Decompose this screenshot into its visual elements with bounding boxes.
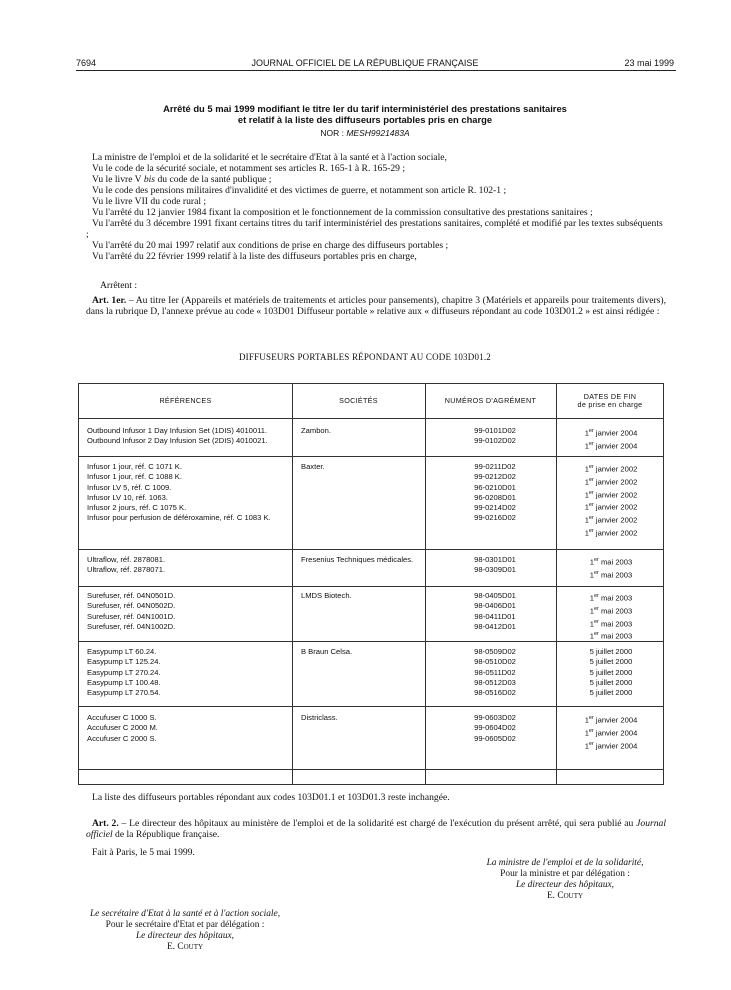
societe-name: Zambon. [301,426,331,435]
signature-right-name: E. Couty [546,891,584,901]
numeros-cell [434,462,556,524]
header-numeros: NUMÉROS D'AGRÉMENT [444,396,537,405]
date-fin: 1er janvier 2002 [584,528,638,538]
date-fin: 1er janvier 2004 [584,740,638,751]
preamble-line: Vu l'arrêté du 3 décembre 1991 fixant certains titres du tarif interministériel des prestations sanitaires, complété et modifié par les textes subséquents ; [86,218,663,240]
date-fin: 5 juillet 2000 [589,677,633,687]
societe-cell [301,462,325,472]
after-table [86,792,666,803]
fait-a-paris [86,847,666,858]
header-references: RÉFÉRENCES [159,396,212,405]
date-fin: 1er janvier 2002 [584,464,638,474]
date-fin: 1er janvier 2002 [584,515,638,525]
article-1 [86,295,666,317]
reference-text: Ultraflow, réf. 2878081. [87,555,166,564]
societe-cell [301,591,352,601]
references-cell [87,426,268,447]
date-fin: 5 juillet 2000 [589,657,633,667]
numero-agrement: 99-0212D02 [474,472,516,482]
numero-agrement: 98-0511D02 [474,667,516,677]
societe-name: Districlass. [301,713,338,722]
numero-agrement: 99-0214D02 [474,503,516,513]
reference-text: Surefuser, réf. 04N0501D. [87,591,176,600]
date-fin: 1er mai 2003 [589,593,633,603]
page-number: 7694 [76,58,97,68]
after-table-text: La liste des diffuseurs portables répondant aux codes 103D01.1 et 103D01.3 reste inchangée. [92,792,450,803]
article-2 [86,818,666,840]
preamble-line: Vu l'arrêté du 12 janvier 1984 fixant la composition et le fonctionnement de la commission consultative des prestations sanitaires ; [92,207,593,218]
reference-text: Easypump LT 60.24. [87,647,157,656]
dates-cell [557,713,665,751]
numero-agrement: 98-0512D03 [474,677,516,687]
arretent [86,280,666,291]
signature-left-line1: Le secrétaire d'Etat à la santé et à l'action sociale, [89,909,281,919]
date-fin: 1er janvier 2002 [584,476,638,487]
signature-block-minister [440,858,690,902]
dates-cell [557,426,665,452]
issue-date: 23 mai 1999 [624,58,674,68]
numero-agrement: 99-0101D02 [474,426,516,435]
signature-left-line2: Pour le secrétaire d'Etat et par délégation : [105,920,265,930]
numero-agrement: 98-0509D02 [474,647,516,656]
date-fin: 1er mai 2003 [589,631,633,642]
signature-right-line2: Pour la ministre et par délégation : [500,869,630,879]
numero-agrement: 99-0211D02 [474,462,516,471]
societe-cell [301,555,413,565]
reference-text: Infusor pour perfusion de déféroxamine, réf. C 1083 K. [87,513,271,523]
reference-text: Accufuser C 2000 M. [87,723,158,733]
date-fin: 1er janvier 2002 [584,489,638,500]
row-divider [79,641,663,642]
date-fin: 5 juillet 2000 [589,688,633,698]
signature-right-line1: La ministre de l'emploi et de la solidarité, [486,858,644,868]
row-divider [79,706,663,707]
preamble-line: Vu l'arrêté du 22 février 1999 relatif à la liste des diffuseurs portables pris en charge, [92,251,417,262]
reference-text: Surefuser, réf. 04N0502D. [87,601,176,611]
article-2-body-b: de la République française. [112,829,220,840]
societe-name: Fresenius Techniques médicales. [301,555,414,564]
numeros-cell [434,426,556,447]
reference-text: Infusor LV 5, réf. C 1009. [87,482,172,492]
numero-agrement: 96-0210D01 [474,482,516,492]
numeros-cell [434,555,556,576]
dates-cell [557,647,665,698]
diffuseurs-table [78,383,664,785]
header-societes: SOCIÉTÉS [339,396,378,405]
decree-title [100,103,630,125]
preamble-line: Vu l'arrêté du 20 mai 1997 relatif aux conditions de prise en charge des diffuseurs portables ; [92,240,449,251]
header-dates-line2: de prise en charge [577,400,643,409]
signature-left-line3: Le directeur des hôpitaux, [135,931,235,941]
numero-agrement: 98-0405D01 [474,591,516,600]
preamble [86,152,666,262]
article-2-journal: Journal officiel [86,818,666,840]
nor-code: MESH9921483A [346,128,410,138]
nor-label: NOR : [320,128,344,138]
row-divider [79,418,663,419]
preamble-line: Vu le livre VII du code rural ; [92,196,207,207]
preamble-line: Vu le code de la sécurité sociale, et notamment ses articles R. 165-1 à R. 165-29 ; [92,163,405,174]
date-fin: 1er mai 2003 [589,557,633,567]
references-cell [87,462,271,524]
reference-text: Easypump LT 125.24. [87,657,161,667]
column-divider [292,384,293,784]
row-divider [79,456,663,457]
numeros-cell [434,647,556,698]
societe-cell [301,426,331,436]
header-rule [76,70,676,71]
signature-block-secretary [60,909,310,953]
numero-agrement: 98-0406D01 [474,601,516,611]
references-cell [87,591,175,632]
article-2-text [86,818,666,840]
preamble-line: Vu le code des pensions militaires d'invalidité et des victimes de guerre, et notamment son article R. 102-1 ; [92,185,507,196]
societe-name: Baxter. [301,462,325,471]
column-divider [425,384,426,784]
header-dates-line1: DATES DE FIN [583,392,637,401]
header-dates [556,384,664,418]
preamble-line: La ministre de l'emploi et de la solidarité et le secrétaire d'Etat à la santé et à l'action sociale, [92,152,447,163]
dates-cell [557,462,665,539]
fait-text: Fait à Paris, le 5 mai 1999. [92,847,195,858]
article-2-label: Art. 2. [92,818,119,829]
reference-text: Outbound Infusor 1 Day Infusion Set (1DIS) 4010011. [87,426,268,435]
numero-agrement: 99-0216D02 [474,513,516,523]
date-fin: 1er janvier 2004 [584,428,638,438]
numero-agrement: 98-0516D02 [474,688,516,698]
numero-agrement: 99-0102D02 [474,436,516,446]
row-divider [79,769,663,770]
article-1-label: Art. 1er. [92,295,127,306]
societe-name: LMDS Biotech. [301,591,352,600]
numero-agrement: 99-0604D02 [474,723,516,733]
date-fin: 5 juillet 2000 [589,647,633,656]
journal-name: JOURNAL OFFICIEL DE LA RÉPUBLIQUE FRANÇAISE [251,58,479,68]
societe-cell [301,647,352,657]
decree-title-line1: Arrêté du 5 mai 1999 modifiant le titre Ier du tarif interministériel des prestations sanitaires [163,103,567,114]
reference-text: Outbound Infusor 2 Day Infusion Set (2DIS) 4010021. [87,436,268,446]
reference-text: Easypump LT 270.54. [87,688,161,698]
date-fin: 5 juillet 2000 [589,667,633,677]
reference-text: Surefuser, réf. 04N1002D. [87,621,176,631]
table-title: DIFFUSEURS PORTABLES RÉPONDANT AU CODE 103D01.2 [238,352,491,362]
signature-left-name: E. Couty [166,942,204,952]
date-fin: 1er janvier 2002 [584,502,638,513]
numero-agrement: 98-0411D01 [474,611,516,621]
article-1-body: – Au titre Ier (Appareils et matériels de traitements et articles pour pansements), chapitre 3 (Matériels et appareils pour traitements divers), dans la rubrique D, l'annexe prévue au code « 103D01 Diffuseur portable » relative aux « diffuseurs répondant au code 103D01.2 » est ainsi rédigée : [86,295,666,317]
nor-reference [100,128,630,138]
numero-agrement: 99-0603D02 [474,713,516,722]
numero-agrement: 98-0301D01 [474,555,516,564]
article-2-body-a: – Le directeur des hôpitaux au ministère de l'emploi et de la solidarité est chargé de l'exécution du présent arrêté, qui sera publié au [118,818,637,829]
reference-text: Infusor 2 jours, réf. C 1075 K. [87,503,187,513]
reference-text: Accufuser C 2000 S. [87,733,157,743]
references-cell [87,713,158,744]
date-fin: 1er janvier 2004 [584,715,638,725]
reference-text: Infusor LV 10, réf. 1063. [87,492,168,502]
reference-text: Infusor 1 jour, réf. C 1071 K. [87,462,182,471]
article-1-text [86,295,666,317]
reference-text: Infusor 1 jour, réf. C 1088 K. [87,472,182,482]
numero-agrement: 96-0208D01 [474,492,516,502]
signature-right-line3: Le directeur des hôpitaux, [515,880,615,890]
reference-text: Easypump LT 100.48. [87,677,161,687]
preamble-line: Vu le livre V bis du code de la santé publique ; [92,174,272,185]
date-fin: 1er mai 2003 [589,569,633,580]
date-fin: 1er janvier 2004 [584,440,638,451]
references-cell [87,555,165,576]
dates-cell [557,555,665,581]
numero-agrement: 98-0412D01 [474,621,516,631]
numero-agrement: 98-0309D01 [474,565,516,575]
numeros-cell [434,591,556,632]
reference-text: Surefuser, réf. 04N1001D. [87,611,176,621]
reference-text: Ultraflow, réf. 2878071. [87,565,166,575]
row-divider [79,586,663,587]
decree-title-line2: et relatif à la liste des diffuseurs portables pris en charge [237,114,493,125]
numeros-cell [434,713,556,744]
societe-cell [301,713,338,723]
references-cell [87,647,161,698]
reference-text: Accufuser C 1000 S. [87,713,157,722]
date-fin: 1er janvier 2004 [584,727,638,738]
row-divider [79,549,663,550]
reference-text: Easypump LT 270.24. [87,667,161,677]
societe-name: B Braun Celsa. [301,647,353,656]
arretent-text: Arrêtent : [100,280,138,291]
date-fin: 1er mai 2003 [589,618,633,629]
numero-agrement: 99-0605D02 [474,733,516,743]
dates-cell [557,591,665,642]
numero-agrement: 98-0510D02 [474,657,516,667]
date-fin: 1er mai 2003 [589,605,633,616]
